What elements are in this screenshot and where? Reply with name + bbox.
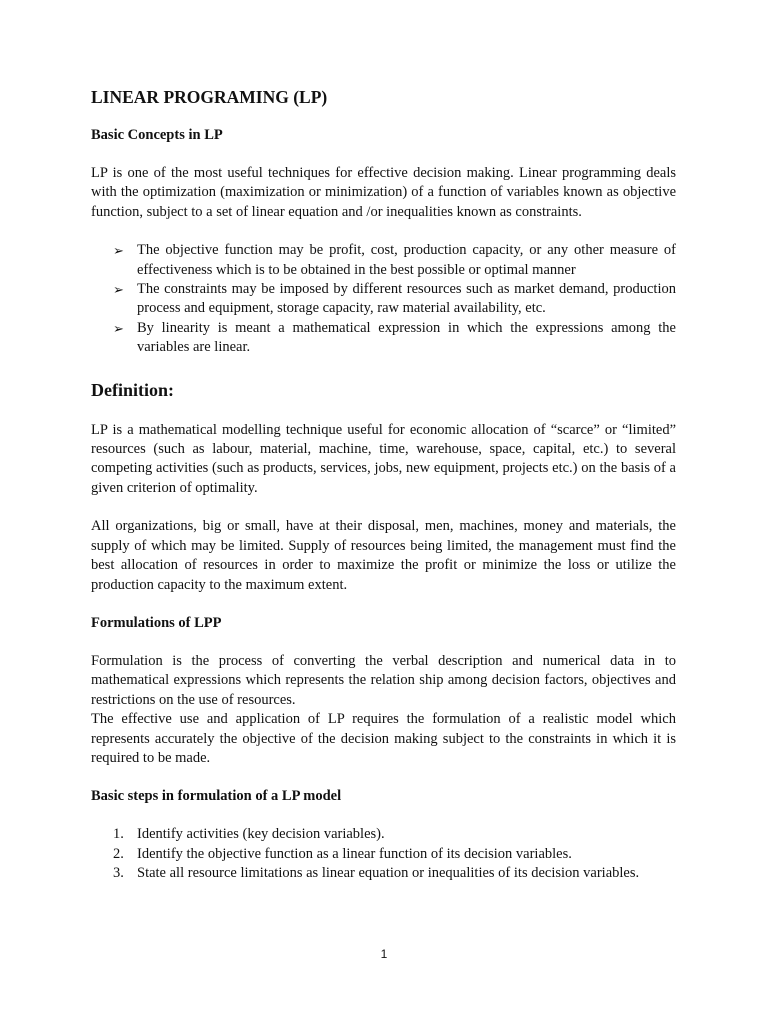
steps-heading: Basic steps in formulation of a LP model xyxy=(91,788,342,805)
page-number: 1 xyxy=(380,947,388,961)
document-body xyxy=(91,86,676,884)
page-title: LINEAR PROGRAMING (LP) xyxy=(91,87,328,107)
step-text: State all resource limitations as linear equation or inequalities of its decision variables. xyxy=(137,865,640,882)
arrow-bullet-icon: ➢ xyxy=(113,282,124,298)
application-paragraph: The effective use and application of LP requires the formulation of a realistic model which represents accurately the objective of the decision making subject to the constraints in which it is required to be made. xyxy=(91,711,676,766)
basic-concepts-heading: Basic Concepts in LP xyxy=(91,127,223,143)
bullet-text: The objective function may be profit, cost, production capacity, or any other measure of effectiveness which is to be obtained in the best possible or optimal manner xyxy=(137,242,676,278)
step-number: 2. xyxy=(113,845,124,862)
bullet-text: By linearity is meant a mathematical expression in which the expressions among the variables are linear. xyxy=(137,319,676,356)
step-number: 3. xyxy=(113,865,124,882)
step-text: Identify activities (key decision variables). xyxy=(137,826,385,843)
intro-paragraph: LP is one of the most useful techniques for effective decision making. Linear programming deals with the optimization (maximization or minimization) of a function of variables known as objective function, subject to a set of linear equation and /or inequalities known as constraints. xyxy=(91,165,676,220)
list-item xyxy=(91,825,676,844)
list-item xyxy=(91,280,676,319)
formulations-heading: Formulations of LPP xyxy=(91,614,222,631)
step-text: Identify the objective function as a linear function of its decision variables. xyxy=(137,845,572,862)
formulation-paragraph: Formulation is the process of converting the verbal description and numerical data in to mathematical expressions which represents the relation ship among decision factors, objectives and restrictions on the use of resources. xyxy=(91,652,676,708)
step-number: 1. xyxy=(113,826,124,843)
list-item xyxy=(91,241,676,280)
arrow-bullet-icon: ➢ xyxy=(113,320,124,336)
list-item xyxy=(91,864,676,883)
definition-paragraph: LP is a mathematical modelling technique useful for economic allocation of “scarce” or “limited” resources (such as labour, material, machine, time, warehouse, space, capital, etc.) to several competing activities (such as products, services, jobs, new equipment, projects etc.) on the basis of a given criterion of optimality. xyxy=(91,421,676,496)
list-item xyxy=(91,319,676,358)
steps-list xyxy=(91,825,676,883)
concept-bullet-list xyxy=(91,241,676,357)
list-item xyxy=(91,845,676,864)
resources-paragraph: All organizations, big or small, have at their disposal, men, machines, money and materials, the supply of which may be limited. Supply of resources being limited, the management must find the best allocation of resources in order to maximize the profit or minimize the loss or utilize the production capacity to the maximum extent. xyxy=(91,518,676,593)
bullet-text: The constraints may be imposed by different resources such as market demand, production process and equipment, storage capacity, raw material availability, etc. xyxy=(137,281,676,317)
arrow-bullet-icon: ➢ xyxy=(113,243,124,259)
definition-heading: Definition: xyxy=(91,379,174,400)
